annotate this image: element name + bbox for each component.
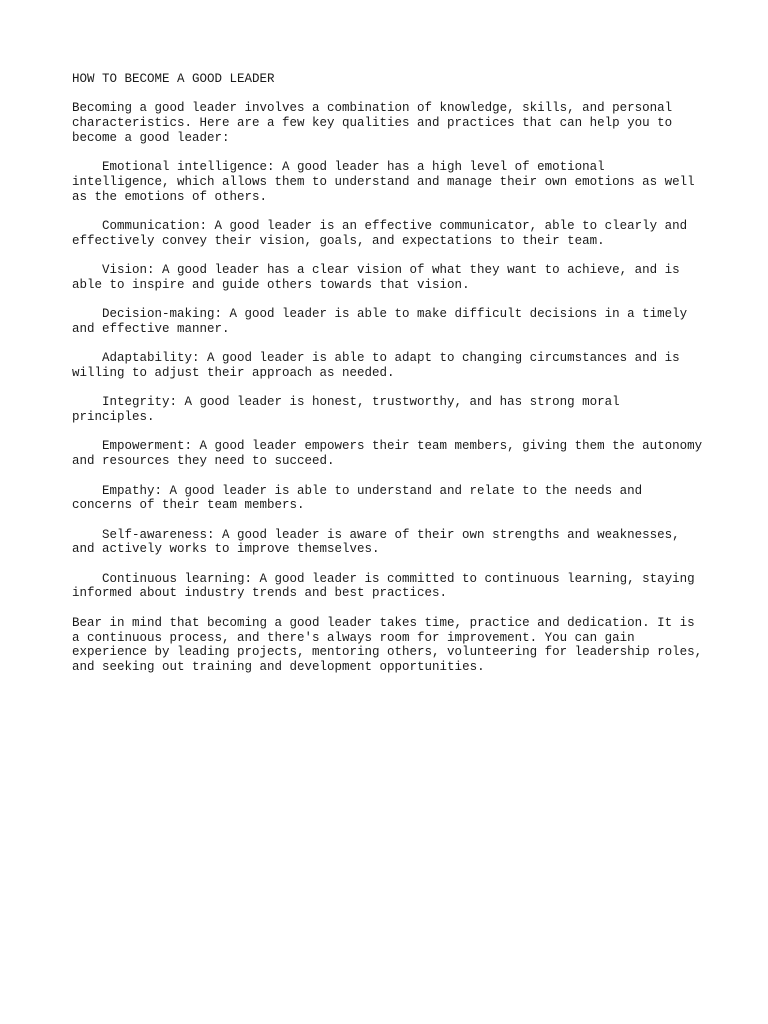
- list-item: Integrity: A good leader is honest, trustworthy, and has strong moral principles.: [72, 395, 620, 425]
- list-item: Vision: A good leader has a clear vision of what they want to achieve, and is able to inspire and guide others towards that vision.: [72, 263, 680, 292]
- document-title: HOW TO BECOME A GOOD LEADER: [72, 72, 275, 86]
- document-page: [72, 72, 710, 689]
- list-item: Emotional intelligence: A good leader has a high level of emotional intelligence, which allows them to understand and manage their own emotions as well as the emotions of others.: [72, 160, 695, 204]
- list-item: Empathy: A good leader is able to understand and relate to the needs and concerns of their team members.: [72, 483, 643, 513]
- list-item: Adaptability: A good leader is able to adapt to changing circumstances and is willing to adjust their approach as needed.: [72, 351, 680, 380]
- list-item: Decision-making: A good leader is able to make difficult decisions in a timely and effective manner.: [72, 307, 688, 336]
- qualities-list: [72, 160, 704, 601]
- intro-paragraph: Becoming a good leader involves a combination of knowledge, skills, and personal characteristics. Here are a few key qualities and practices that can help you to become a good leader:: [72, 101, 680, 145]
- list-item: Self-awareness: A good leader is aware of their own strengths and weaknesses, and actively works to improve themselves.: [72, 527, 680, 557]
- list-item: Empowerment: A good leader empowers their team members, giving them the autonomy and resources they need to succeed.: [72, 439, 703, 469]
- conclusion-paragraph: Bear in mind that becoming a good leader takes time, practice and dedication. It is a continuous process, and there's always room for improvement. You can gain experience by leading projects, mentoring others, volunteering for leadership roles, and seeking out training and development opportunities.: [72, 615, 710, 674]
- list-item: Communication: A good leader is an effective communicator, able to clearly and effectively convey their vision, goals, and expectations to their team.: [72, 218, 688, 248]
- list-item: Continuous learning: A good leader is committed to continuous learning, staying informed about industry trends and best practices.: [72, 571, 695, 601]
